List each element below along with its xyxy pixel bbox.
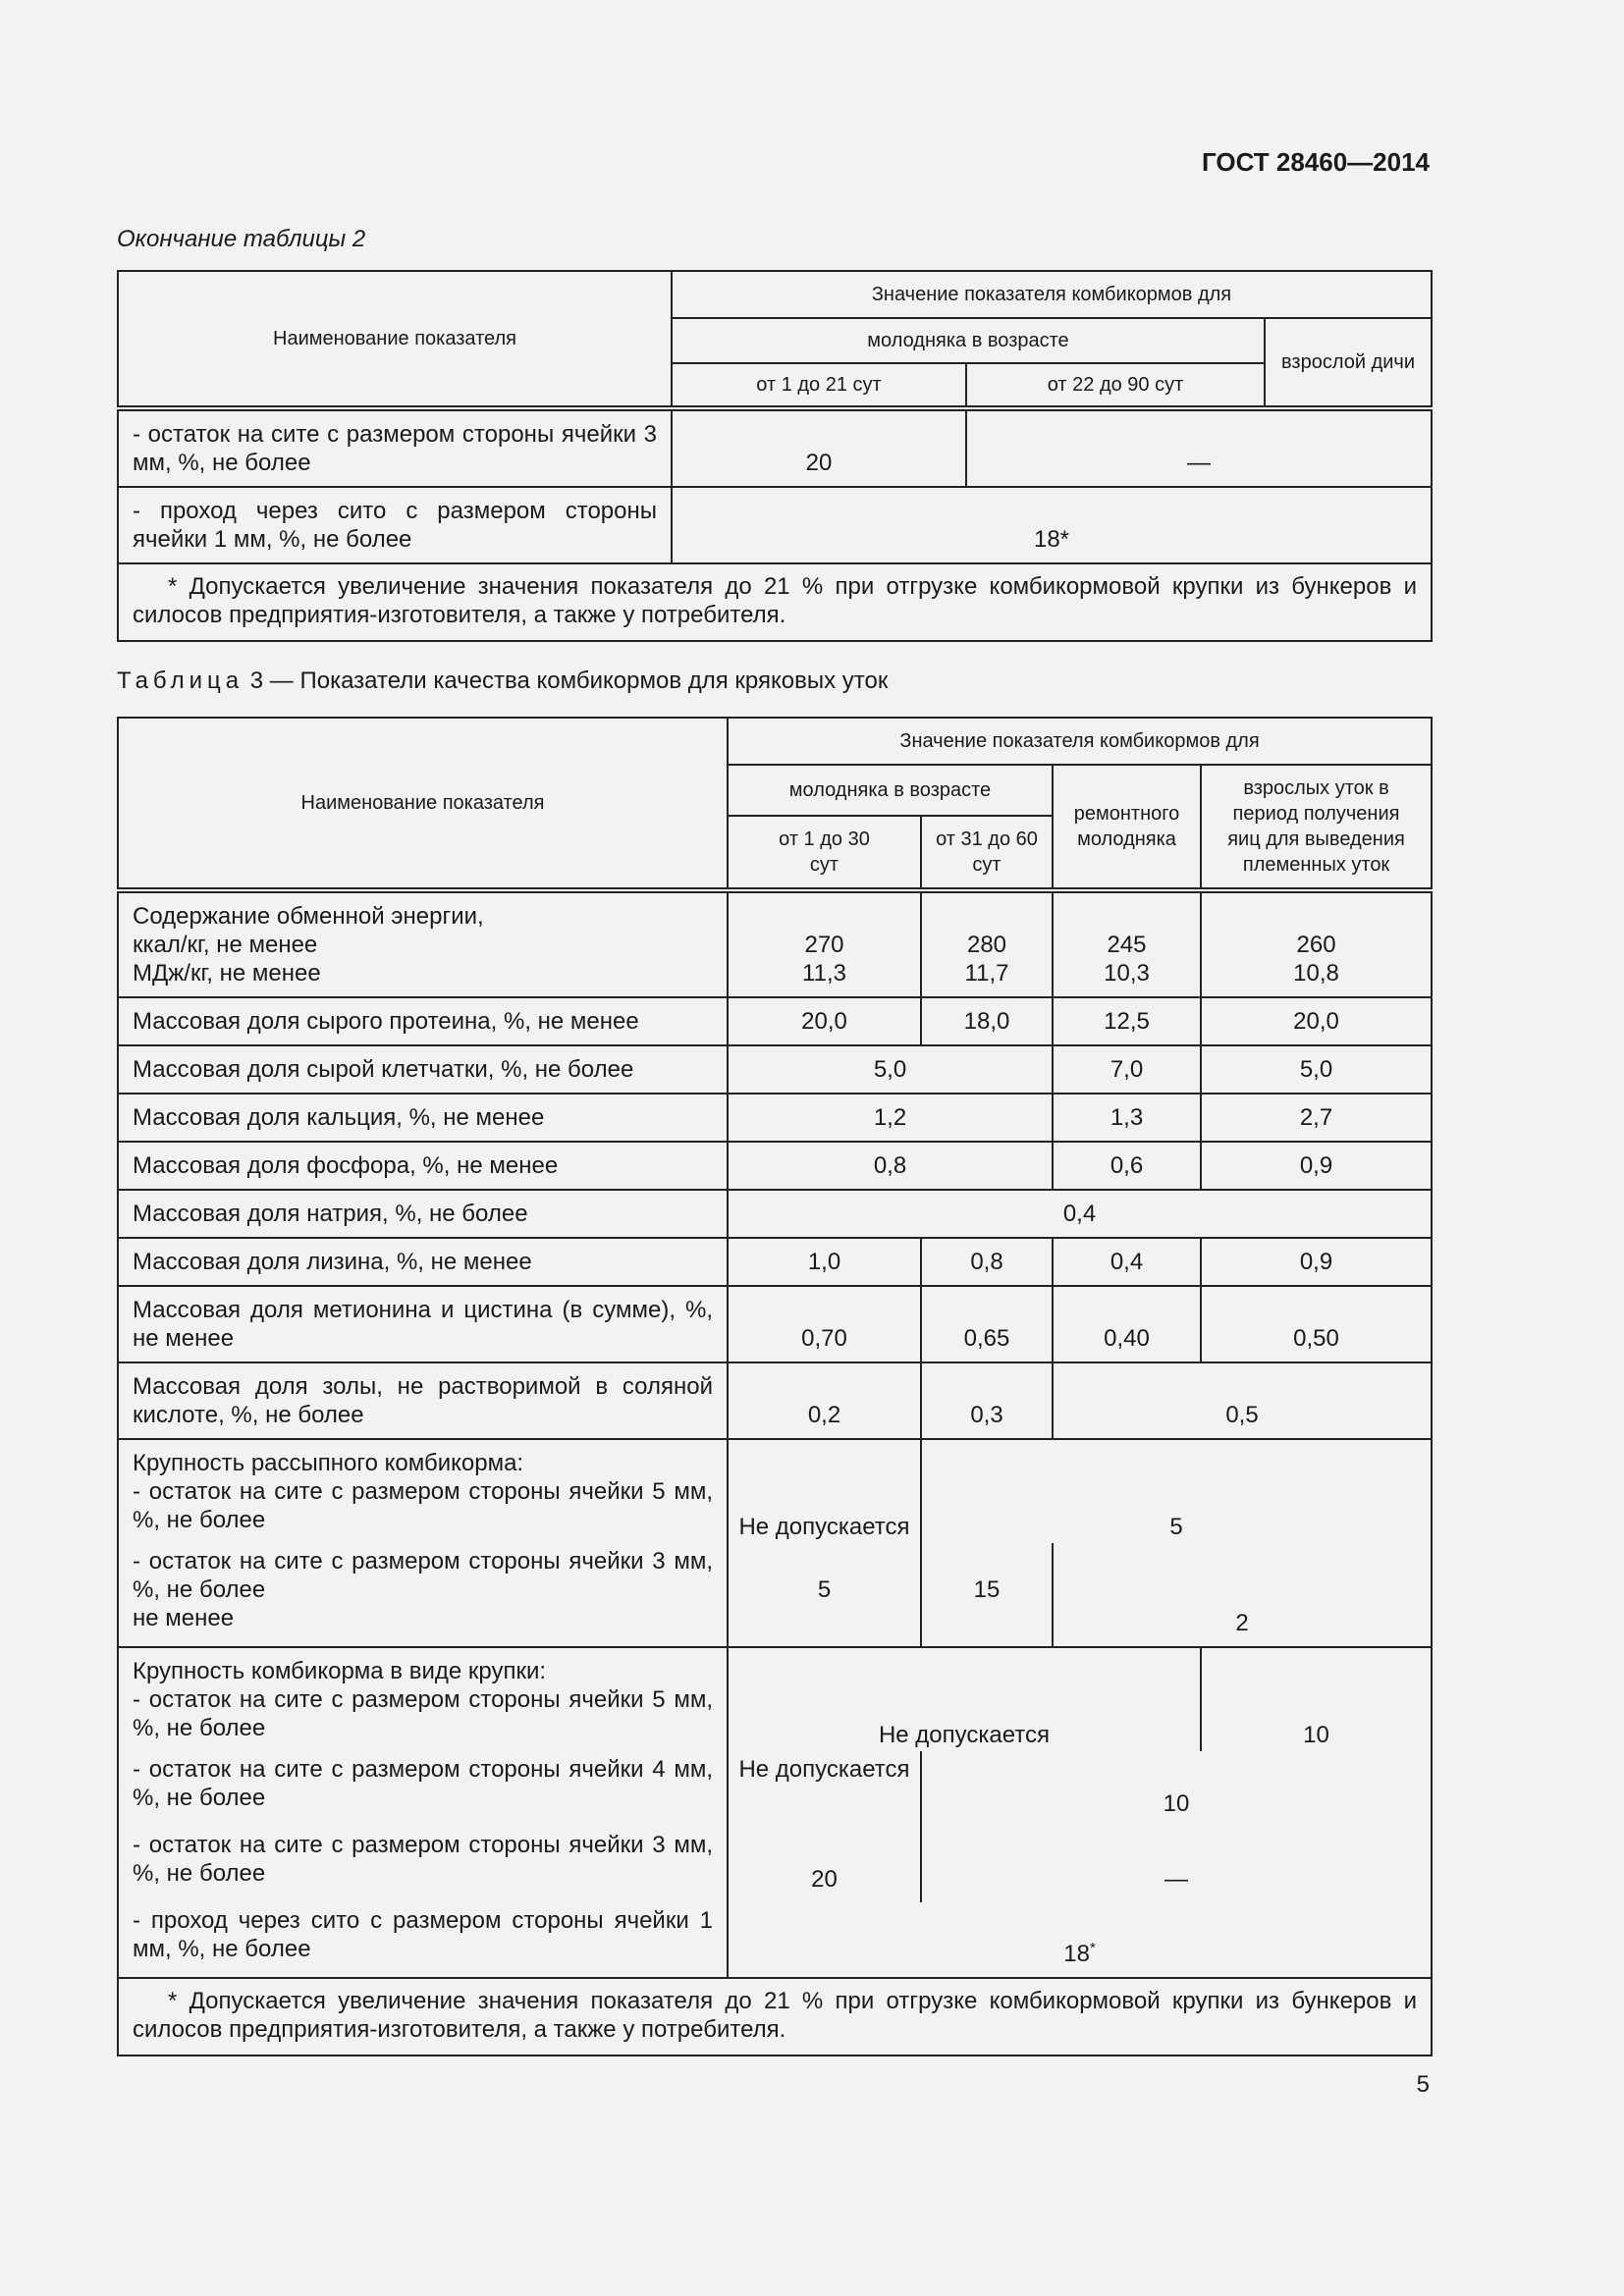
t2-head-name: Наименование показателя	[118, 271, 672, 408]
t3-head-adult: взрослых уток в период получения яиц для выведения племенных уток	[1201, 765, 1432, 890]
t3-loose-r1-v1: Не допускается	[728, 1439, 921, 1543]
t2-row1-v1: 20	[672, 408, 966, 487]
t3-crumb-r1-young-repair: Не допускается	[728, 1647, 1201, 1751]
t3-loose-r2-v1: 5	[728, 1543, 921, 1647]
t3-crumb-r2-name: - остаток на сите с размером стороны ячейки 4 мм, %, не более	[118, 1751, 728, 1827]
table3-caption: Таблица 3 — Показатели качества комбикормов для кряковых уток	[117, 667, 889, 694]
t3-sodium-all: 0,4	[728, 1190, 1432, 1238]
t2-head-adult: взрослой дичи	[1265, 318, 1432, 408]
t3-calcium-name: Массовая доля кальция, %, не менее	[118, 1094, 728, 1142]
t3-ash-v2: 0,3	[921, 1362, 1053, 1439]
t2-head-value: Значение показателя комбикормов для	[672, 271, 1432, 318]
t3-energy-v3: 245 10,3	[1053, 890, 1201, 997]
t3-fiber-young: 5,0	[728, 1045, 1053, 1094]
t3-phosphorus-repair: 0,6	[1053, 1142, 1201, 1190]
t3-protein-v3: 12,5	[1053, 997, 1201, 1045]
t2-footnote: * Допускается увеличение значения показателя до 21 % при отгрузке комбикормовой крупки из бункеров и силосов предприятия-изготовителя, а также у потребителя.	[118, 563, 1432, 641]
t3-lysine-v1: 1,0	[728, 1238, 921, 1286]
t3-ash-name: Массовая доля золы, не растворимой в соляной кислоте, %, не более	[118, 1362, 728, 1439]
t2-row1-v2: —	[966, 408, 1432, 487]
t3-crumb-r1-adult: 10	[1201, 1647, 1432, 1751]
t3-protein-v1: 20,0	[728, 997, 921, 1045]
t2-head-age2: от 22 до 90 сут	[966, 363, 1265, 408]
t3-head-age2: от 31 до 60 сут	[921, 816, 1053, 890]
t3-crumb-r4-name: - проход через сито с размером стороны ячейки 1 мм, %, не более	[118, 1902, 728, 1978]
t3-energy-v1: 270 11,3	[728, 890, 921, 997]
t2-row2-name: - проход через сито с размером стороны ячейки 1 мм, %, не более	[118, 487, 672, 563]
t2-row1-name: - остаток на сите с размером стороны ячейки 3 мм, %, не более	[118, 408, 672, 487]
t3-crumb-r4-all: 18*	[728, 1902, 1432, 1978]
t3-ash-v1: 0,2	[728, 1362, 921, 1439]
t3-fiber-adult: 5,0	[1201, 1045, 1432, 1094]
document-code: ГОСТ 28460—2014	[1202, 147, 1430, 177]
page-number: 5	[1416, 2071, 1430, 2098]
t3-phosphorus-adult: 0,9	[1201, 1142, 1432, 1190]
t3-methionine-v1: 0,70	[728, 1286, 921, 1362]
t3-lysine-v2: 0,8	[921, 1238, 1053, 1286]
t3-loose-r2-name: - остаток на сите с размером стороны ячейки 3 мм, %, не более не менее	[118, 1543, 728, 1647]
table2-caption: Окончание таблицы 2	[117, 226, 366, 252]
t3-crumb-r2-rest: 10	[921, 1751, 1432, 1827]
t3-loose-r2-rest: 2	[1053, 1543, 1432, 1647]
t3-methionine-name: Массовая доля метионина и цистина (в сумме), %, не менее	[118, 1286, 728, 1362]
t3-phosphorus-young: 0,8	[728, 1142, 1053, 1190]
t3-head-age1: от 1 до 30 сут	[728, 816, 921, 890]
t3-energy-v2: 280 11,7	[921, 890, 1053, 997]
t3-phosphorus-name: Массовая доля фосфора, %, не менее	[118, 1142, 728, 1190]
t3-head-value: Значение показателя комбикормов для	[728, 718, 1432, 765]
table2-end	[117, 270, 1433, 642]
t3-loose-r2-v2: 15	[921, 1543, 1053, 1647]
t3-methionine-v2: 0,65	[921, 1286, 1053, 1362]
t3-sodium-name: Массовая доля натрия, %, не более	[118, 1190, 728, 1238]
t3-crumb-r3-rest: —	[921, 1827, 1432, 1902]
t3-fiber-repair: 7,0	[1053, 1045, 1201, 1094]
t3-loose-r1-rest: 5	[921, 1439, 1432, 1543]
t3-crumb-r2-v1: Не допускается	[728, 1751, 921, 1827]
t3-methionine-v3: 0,40	[1053, 1286, 1201, 1362]
t3-calcium-repair: 1,3	[1053, 1094, 1201, 1142]
t3-crumb-r3-v1: 20	[728, 1827, 921, 1902]
t3-energy-v4: 260 10,8	[1201, 890, 1432, 997]
t3-lysine-v4: 0,9	[1201, 1238, 1432, 1286]
t3-head-name: Наименование показателя	[118, 718, 728, 890]
table3	[117, 717, 1433, 2056]
t3-crumb-r1-name: Крупность комбикорма в виде крупки: - остаток на сите с размером стороны ячейки 5 мм, %, не более	[118, 1647, 728, 1751]
t3-ash-rest: 0,5	[1053, 1362, 1432, 1439]
t3-protein-name: Массовая доля сырого протеина, %, не менее	[118, 997, 728, 1045]
t3-lysine-v3: 0,4	[1053, 1238, 1201, 1286]
t3-head-young: молодняка в возрасте	[728, 765, 1053, 816]
t3-lysine-name: Массовая доля лизина, %, не менее	[118, 1238, 728, 1286]
t3-protein-v4: 20,0	[1201, 997, 1432, 1045]
t3-footnote: * Допускается увеличение значения показателя до 21 % при отгрузке комбикормовой крупки из бункеров и силосов предприятия-изготовителя, а также у потребителя.	[118, 1978, 1432, 2056]
t3-loose-r1-name: Крупность рассыпного комбикорма: - остаток на сите с размером стороны ячейки 5 мм, %, не более	[118, 1439, 728, 1543]
t2-row2-v: 18*	[672, 487, 1432, 563]
t3-fiber-name: Массовая доля сырой клетчатки, %, не более	[118, 1045, 728, 1094]
t3-calcium-adult: 2,7	[1201, 1094, 1432, 1142]
t3-protein-v2: 18,0	[921, 997, 1053, 1045]
t2-head-age1: от 1 до 21 сут	[672, 363, 966, 408]
t3-head-repair: ремонтного молодняка	[1053, 765, 1201, 890]
t3-crumb-r3-name: - остаток на сите с размером стороны ячейки 3 мм, %, не более	[118, 1827, 728, 1902]
t3-energy-name: Содержание обменной энергии, ккал/кг, не менее МДж/кг, не менее	[118, 890, 728, 997]
t2-head-young: молодняка в возрасте	[672, 318, 1265, 363]
t3-calcium-young: 1,2	[728, 1094, 1053, 1142]
t3-methionine-v4: 0,50	[1201, 1286, 1432, 1362]
